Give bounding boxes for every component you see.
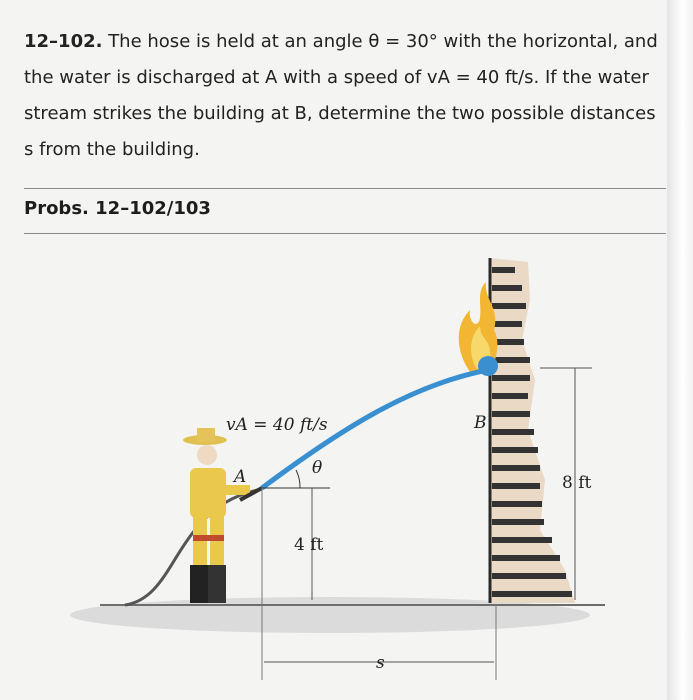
problem-number: 12–102.: [24, 31, 103, 52]
dim-8ft-label: 8 ft: [562, 473, 592, 493]
point-a-label: A: [234, 467, 247, 487]
point-b-label: B: [474, 413, 487, 433]
firefighter: [183, 428, 250, 603]
dim-s-label: s: [376, 653, 385, 673]
probs-label: Probs. 12–102/103: [24, 198, 211, 219]
problem-text-line-4: s from the building.: [24, 139, 200, 160]
problem-figure: [0, 240, 672, 700]
problem-statement: [24, 24, 664, 168]
problem-text-line-2: the water is discharged at A with a speed of vA = 40 ft/s. If the water: [24, 67, 649, 88]
splash: [478, 356, 498, 376]
divider-bottom: [24, 233, 666, 234]
velocity-label: vA = 40 ft/s: [226, 415, 328, 435]
theta-arc: [296, 470, 300, 488]
theta-label: θ: [312, 458, 323, 478]
dim-4ft-label: 4 ft: [294, 535, 324, 555]
problem-text-line-3: stream strikes the building at B, determine the two possible distances: [24, 103, 656, 124]
building-wall: [490, 258, 575, 603]
page-edge: [667, 0, 693, 700]
divider-top: [24, 188, 666, 189]
problem-text-line-1: The hose is held at an angle θ = 30° with the horizontal, and: [102, 31, 658, 52]
